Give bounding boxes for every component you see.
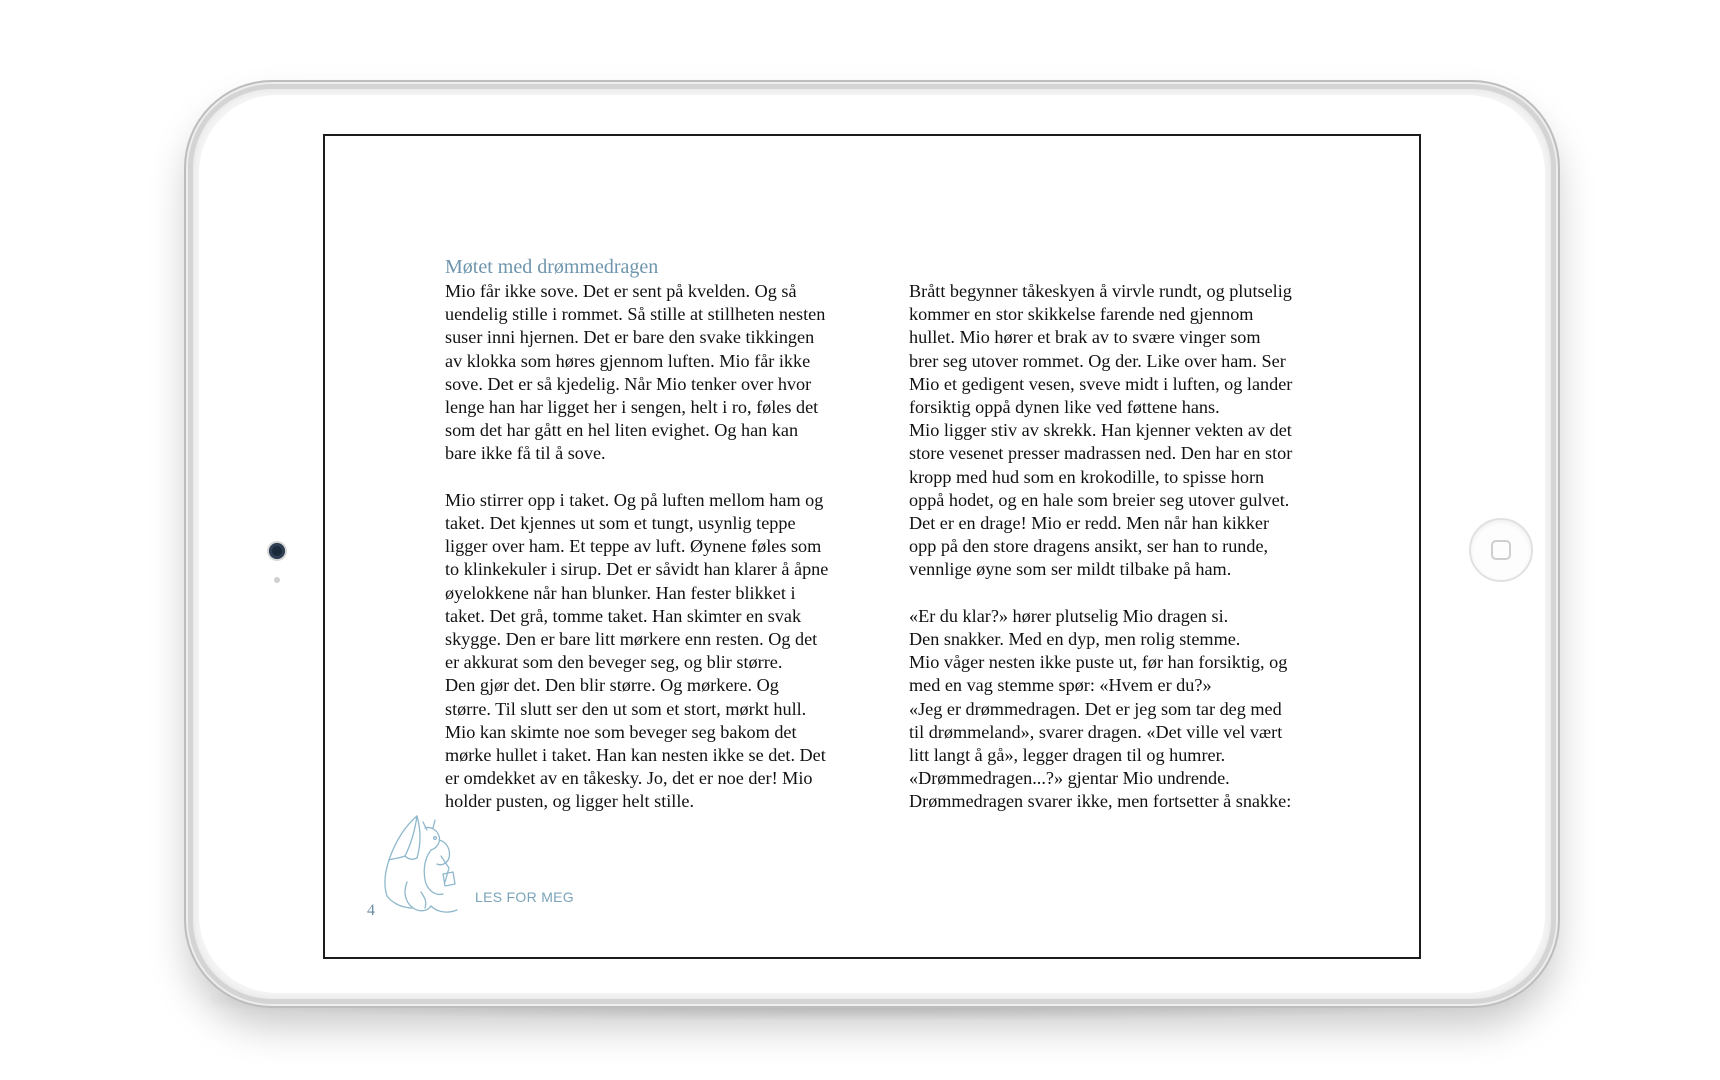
paragraph [909, 605, 1329, 814]
text-line: til drømmeland», svarer dragen. «Det ville vel vært [909, 721, 1283, 742]
text-line: opp på den store dragens ansikt, ser han to runde, [909, 536, 1269, 557]
text-line: uendelig stille i rommet. Så stille at stillheten nesten [445, 304, 826, 325]
text-line: Mio får ikke sove. Det er sent på kvelden. Og så [445, 281, 797, 301]
paragraph [909, 280, 1329, 582]
page-number: 4 [367, 902, 375, 919]
front-camera-icon [269, 543, 285, 559]
text-line: oppå hodet, og en hale som breier seg utover gulvet. [909, 489, 1290, 510]
text-line: «Drømmedragen...?» gjentar Mio undrende. [909, 768, 1230, 789]
text-line: taket. Det kjennes ut som et tungt, usynlig teppe [445, 513, 796, 534]
text-line: taket. Det grå, tomme taket. Han skimter en svak [445, 605, 802, 626]
text-line: sove. Det er så kjedelig. Når Mio tenker over hvor [445, 373, 812, 394]
text-line: suser inni hjernen. Det er bare den svake tikkingen [445, 327, 815, 348]
text-line: lenge han har ligget her i sengen, helt i ro, føles det [445, 397, 819, 418]
text-line: Den gjør det. Den blir større. Og mørkere. Og [445, 675, 779, 696]
chapter-title: Møtet med drømmedragen [445, 256, 659, 278]
text-line: øyelokkene når han blunker. Han fester blikket i [445, 582, 796, 603]
ebook-screen[interactable] [323, 134, 1421, 959]
text-line: er omdekket av en tåkesky. Jo, det er noe der! Mio [445, 768, 813, 789]
text-line: større. Til slutt ser den ut som et stort, mørkt hull. [445, 698, 807, 719]
text-line: Mio våger nesten ikke puste ut, før han forsiktig, og [909, 652, 1288, 673]
light-sensor [274, 577, 280, 583]
text-line: kropp med hud som en krokodille, to spisse horn [909, 466, 1265, 487]
home-square-icon [1491, 540, 1511, 560]
text-line: skygge. Den er bare litt mørkere enn resten. Og det [445, 629, 818, 650]
text-line: Mio kan skimte noe som beveger seg bakom det [445, 721, 797, 742]
dragen-logo-icon [365, 808, 465, 923]
text-line: «Jeg er drømmedragen. Det er jeg som tar deg med [909, 698, 1282, 719]
paragraph-gap [445, 466, 865, 489]
text-line: Mio ligger stiv av skrekk. Han kjenner vekten av det [909, 420, 1292, 441]
left-page-column [445, 254, 865, 814]
text-line: bare ikke få til å sove. [445, 443, 606, 464]
text-line: Mio et gedigent vesen, sveve midt i luften, og lander [909, 373, 1293, 394]
text-line: holder pusten, og ligger helt stille. [445, 791, 695, 812]
text-line: kommer en stor skikkelse farende ned gjennom [909, 304, 1254, 325]
text-line: Brått begynner tåkeskyen å virvle rundt, og plutselig [909, 281, 1292, 301]
text-line: som det har gått en hel liten evighet. Og han kan [445, 420, 799, 441]
home-button[interactable] [1469, 518, 1533, 582]
text-line: med en vag stemme spør: «Hvem er du?» [909, 675, 1212, 696]
text-line: Den snakker. Med en dyp, men rolig stemme. [909, 629, 1241, 650]
text-line: Drømmedragen svarer ikke, men fortsetter å snakke: [909, 791, 1292, 812]
text-line: forsiktig oppå dynen like ved føttene hans. [909, 397, 1220, 418]
text-line: ligger over ham. Et teppe av luft. Øynene føles som [445, 536, 822, 557]
paragraph [445, 489, 865, 814]
text-line: vennlige øyne som ser mildt tilbake på ham. [909, 559, 1232, 580]
text-line: store vesenet presser madrassen ned. Den har en stor [909, 443, 1293, 464]
text-line: «Er du klar?» hører plutselig Mio dragen si. [909, 605, 1229, 626]
paragraph [445, 280, 865, 466]
text-line: hullet. Mio hører et brak av to svære vinger som [909, 327, 1261, 348]
text-line: er akkurat som den beveger seg, og blir større. [445, 652, 783, 673]
text-line: Mio stirrer opp i taket. Og på luften mellom ham og [445, 489, 824, 510]
brand-label: LES FOR MEG [475, 889, 574, 905]
text-line: av klokka som høres gjennom luften. Mio får ikke [445, 350, 811, 371]
text-line: litt langt å gå», legger dragen til og humrer. [909, 745, 1226, 766]
text-line: brer seg utover rommet. Og der. Like over ham. Ser [909, 350, 1286, 371]
text-line: to klinkekuler i sirup. Det er såvidt han klarer å åpne [445, 559, 829, 580]
text-line: mørke hullet i taket. Han kan nesten ikke se det. Det [445, 745, 826, 766]
right-page-column [909, 280, 1329, 814]
paragraph-gap [909, 582, 1329, 605]
text-line: Det er en drage! Mio er redd. Men når han kikker [909, 513, 1270, 534]
